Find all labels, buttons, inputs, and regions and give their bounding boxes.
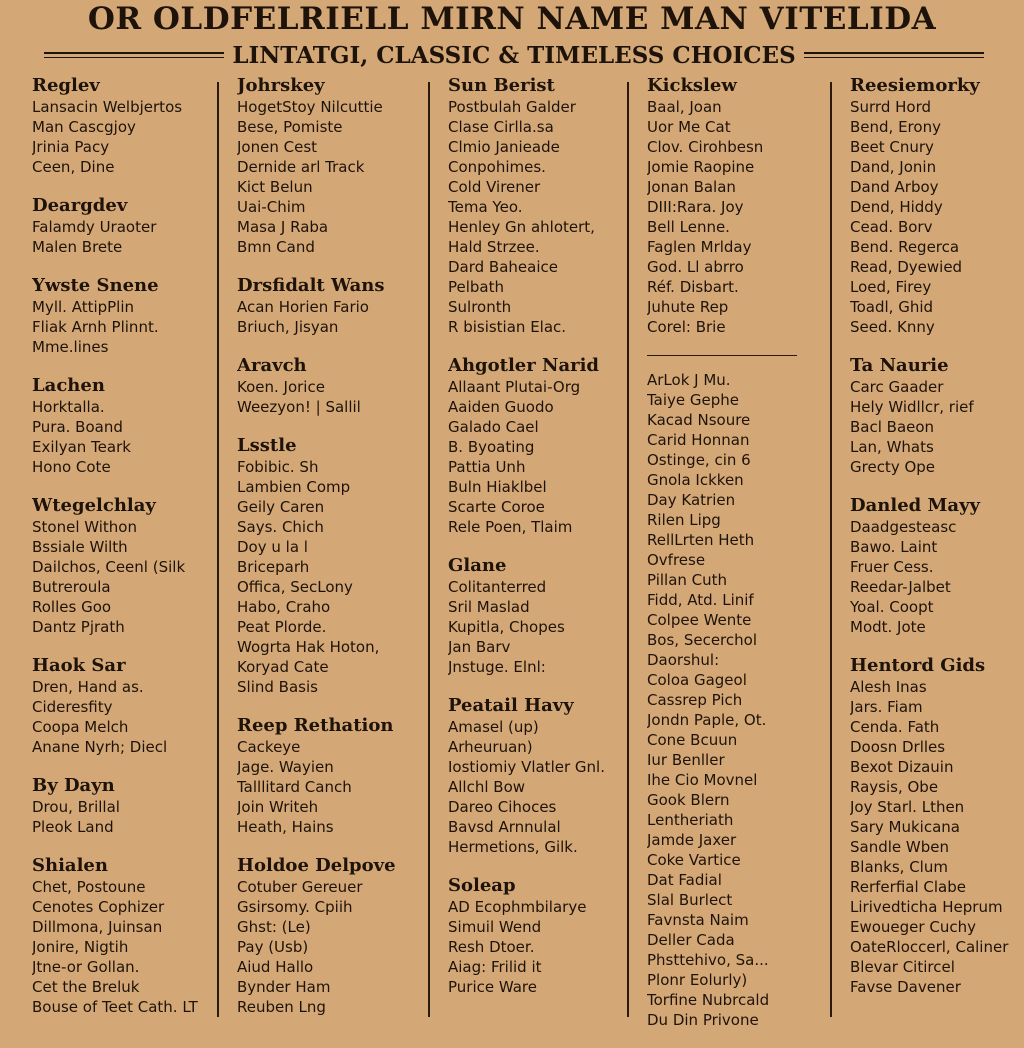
name-entry: Kict Belun bbox=[237, 178, 313, 196]
name-entry: Modt. Jote bbox=[850, 618, 926, 636]
name-section bbox=[32, 375, 214, 477]
section-title: Ahgotler Narid bbox=[448, 355, 600, 376]
name-entry: Pillan Cuth bbox=[647, 571, 728, 589]
name-section bbox=[237, 355, 425, 417]
name-entry: Dernide arl Track bbox=[237, 158, 365, 176]
name-entry: Iur Benller bbox=[647, 751, 725, 769]
column-1 bbox=[32, 75, 214, 1035]
section-title: Holdoe Delpove bbox=[237, 855, 396, 876]
name-entry: Reuben Lng bbox=[237, 998, 326, 1016]
name-entry: Fobibic. Sh bbox=[237, 458, 319, 476]
name-entry: Cold Virener bbox=[448, 178, 541, 196]
section-title: Lsstle bbox=[237, 435, 297, 456]
name-entry: Bese, Pomiste bbox=[237, 118, 343, 136]
name-entry: Gsirsomy. Cpiih bbox=[237, 898, 353, 916]
name-entry: Pleok Land bbox=[32, 818, 114, 836]
name-entry: Slind Basis bbox=[237, 678, 318, 696]
name-section bbox=[237, 435, 425, 697]
name-section bbox=[850, 495, 1022, 637]
name-entry: Fidd, Atd. Linif bbox=[647, 591, 754, 609]
section-title: Glane bbox=[448, 555, 507, 576]
section-separator bbox=[647, 355, 797, 356]
name-entry: Dand Arboy bbox=[850, 178, 939, 196]
name-entry: Clov. Cirohbesn bbox=[647, 138, 764, 156]
page-title: OR OLDFELRIELL MIRN NAME MAN VITELIDA bbox=[87, 1, 937, 37]
section-title: Reglev bbox=[32, 75, 100, 96]
name-entry: Colpee Wente bbox=[647, 611, 752, 629]
section-title: Lachen bbox=[32, 375, 105, 396]
name-entry: Bssiale Wilth bbox=[32, 538, 128, 556]
name-section bbox=[647, 75, 827, 337]
name-entry: Allchl Bow bbox=[448, 778, 526, 796]
name-entry: Cassrep Pich bbox=[647, 691, 743, 709]
name-entry: Briceparh bbox=[237, 558, 310, 576]
name-entry: Daadgesteasc bbox=[850, 518, 957, 536]
subtitle-rule-right bbox=[804, 52, 984, 58]
column-4 bbox=[647, 75, 827, 1048]
name-entry: Corel: Brie bbox=[647, 318, 726, 336]
name-section bbox=[32, 775, 214, 837]
name-entry: Aaiden Guodo bbox=[448, 398, 554, 416]
name-entry: Bacl Baeon bbox=[850, 418, 935, 436]
name-entry: Bexot Dizauin bbox=[850, 758, 954, 776]
name-entry: Allaant Plutai-Org bbox=[448, 378, 581, 396]
name-section bbox=[32, 855, 214, 1017]
name-entry: Jonan Balan bbox=[647, 178, 736, 196]
section-title: Peatail Havy bbox=[448, 695, 574, 716]
name-entry: Carc Gaader bbox=[850, 378, 944, 396]
name-entry: Loed, Firey bbox=[850, 278, 932, 296]
name-entry: Dailchos, Ceenl (Silk bbox=[32, 558, 186, 576]
name-entry: Galado Cael bbox=[448, 418, 539, 436]
name-entry: Yoal. Coopt bbox=[850, 598, 934, 616]
section-title: Reesiemorky bbox=[850, 75, 980, 96]
name-entry: Join Writeh bbox=[237, 798, 319, 816]
name-entry: Hald Strzee. bbox=[448, 238, 540, 256]
name-entry: Aiag: Frilid it bbox=[448, 958, 542, 976]
name-entry: Masa J Raba bbox=[237, 218, 329, 236]
name-entry: Mme.lines bbox=[32, 338, 109, 356]
name-section bbox=[237, 715, 425, 837]
name-entry: Bos, Secerchol bbox=[647, 631, 757, 649]
name-entry: Jage. Wayien bbox=[237, 758, 334, 776]
name-entry: Bend, Erony bbox=[850, 118, 941, 136]
name-entry: DIII:Rara. Joy bbox=[647, 198, 744, 216]
section-title: Danled Mayy bbox=[850, 495, 981, 516]
name-entry: Ovfrese bbox=[647, 551, 706, 569]
name-entry: Joy Starl. Lthen bbox=[850, 798, 965, 816]
name-entry: Bend. Regerca bbox=[850, 238, 960, 256]
name-entry: Cackeye bbox=[237, 738, 301, 756]
name-entry: Hono Cote bbox=[32, 458, 111, 476]
name-entry: Daorshul: bbox=[647, 651, 720, 669]
name-entry: Pelbath bbox=[448, 278, 505, 296]
name-section bbox=[448, 75, 624, 337]
column-divider bbox=[428, 82, 430, 1017]
name-entry: Chet, Postoune bbox=[32, 878, 146, 896]
name-entry: Clase Cirlla.sa bbox=[448, 118, 554, 136]
name-section bbox=[850, 655, 1022, 997]
name-entry: Sril Maslad bbox=[448, 598, 530, 616]
name-entry: Cenda. Fath bbox=[850, 718, 940, 736]
name-entry: Uor Me Cat bbox=[647, 118, 731, 136]
name-section bbox=[32, 275, 214, 357]
name-entry: Sulronth bbox=[448, 298, 512, 316]
name-entry: Says. Chich bbox=[237, 518, 324, 536]
name-entry: Hermetions, Gilk. bbox=[448, 838, 578, 856]
name-entry: Iostiomiy Vlatler Gnl. bbox=[448, 758, 605, 776]
section-title: Hentord Gids bbox=[850, 655, 986, 676]
section-title: Ta Naurie bbox=[850, 355, 949, 376]
name-entry: Dillmona, Juinsan bbox=[32, 918, 163, 936]
name-entry: Clmio Janieade bbox=[448, 138, 560, 156]
name-entry: Myll. AttipPlin bbox=[32, 298, 135, 316]
name-entry: Juhute Rep bbox=[647, 298, 729, 316]
section-title: Aravch bbox=[237, 355, 307, 376]
name-entry: Jnstuge. Elnl: bbox=[448, 658, 546, 676]
name-entry: Aiud Hallo bbox=[237, 958, 314, 976]
name-entry: HogetStoy Nilcuttie bbox=[237, 98, 383, 116]
name-entry: R bisistian Elac. bbox=[448, 318, 567, 336]
name-entry: Sary Mukicana bbox=[850, 818, 960, 836]
section-title: Wtegelchlay bbox=[32, 495, 156, 516]
section-title: Johrskey bbox=[237, 75, 325, 96]
column-3 bbox=[448, 75, 624, 1015]
name-entry: Jtne-or Gollan. bbox=[32, 958, 140, 976]
name-entry: Amasel (up) bbox=[448, 718, 539, 736]
name-entry: Slal Burlect bbox=[647, 891, 733, 909]
name-entry: Day Katrien bbox=[647, 491, 736, 509]
name-entry: Horktalla. bbox=[32, 398, 105, 416]
name-entry: Hely Widllcr, rief bbox=[850, 398, 974, 416]
name-entry: Bawo. Laint bbox=[850, 538, 938, 556]
subtitle-row bbox=[44, 40, 984, 70]
name-entry: Lansacin Welbjertos bbox=[32, 98, 183, 116]
name-entry: Réf. Disbart. bbox=[647, 278, 739, 296]
name-entry: Lambien Comp bbox=[237, 478, 351, 496]
name-entry: Rele Poen, Tlaim bbox=[448, 518, 573, 536]
name-entry: Dard Baheaice bbox=[448, 258, 558, 276]
name-entry: Cenotes Cophizer bbox=[32, 898, 165, 916]
name-section bbox=[32, 195, 214, 257]
name-entry: Pattia Unh bbox=[448, 458, 526, 476]
column-divider bbox=[217, 82, 219, 1017]
name-entry: Colitanterred bbox=[448, 578, 547, 596]
name-entry: Rerferfial Clabe bbox=[850, 878, 966, 896]
name-entry: Ihe Cio Movnel bbox=[647, 771, 758, 789]
name-entry: Buln Hiaklbel bbox=[448, 478, 547, 496]
name-entry: Favnsta Naim bbox=[647, 911, 749, 929]
name-entry: Jars. Fiam bbox=[850, 698, 923, 716]
name-entry: Jrinia Pacy bbox=[32, 138, 110, 156]
name-entry: Reedar-Jalbet bbox=[850, 578, 951, 596]
name-section bbox=[32, 655, 214, 757]
name-entry: Raysis, Obe bbox=[850, 778, 939, 796]
name-section bbox=[32, 75, 214, 177]
name-entry: Lirivedticha Heprum bbox=[850, 898, 1003, 916]
name-entry: Taiye Gephe bbox=[647, 391, 740, 409]
name-entry: Stonel Withon bbox=[32, 518, 137, 536]
name-section bbox=[850, 355, 1022, 477]
name-entry: Dantz Pjrath bbox=[32, 618, 125, 636]
name-entry: Jonire, Nigtih bbox=[32, 938, 129, 956]
name-entry: Ostinge, cin 6 bbox=[647, 451, 751, 469]
name-entry: Malen Brete bbox=[32, 238, 123, 256]
name-entry: Toadl, Ghid bbox=[850, 298, 934, 316]
name-section bbox=[448, 875, 624, 997]
name-entry: Faglen Mrlday bbox=[647, 238, 752, 256]
name-entry: Resh Dtoer. bbox=[448, 938, 535, 956]
name-entry: Plonr Eolurly) bbox=[647, 971, 748, 989]
name-section bbox=[448, 355, 624, 537]
section-title: Soleap bbox=[448, 875, 516, 896]
name-entry: Torfine Nubrcald bbox=[647, 991, 770, 1009]
name-entry: Fliak Arnh Plinnt. bbox=[32, 318, 159, 336]
name-entry: Dand, Jonin bbox=[850, 158, 937, 176]
name-section bbox=[32, 495, 214, 637]
section-title: Deargdev bbox=[32, 195, 128, 216]
name-entry: God. Ll abrro bbox=[647, 258, 744, 276]
name-entry: Cotuber Gereuer bbox=[237, 878, 363, 896]
name-entry: Geily Caren bbox=[237, 498, 325, 516]
name-entry: Ewoueger Cuchy bbox=[850, 918, 976, 936]
column-5 bbox=[850, 75, 1022, 1015]
name-entry: Cead. Borv bbox=[850, 218, 933, 236]
name-entry: Coloa Gageol bbox=[647, 671, 747, 689]
name-entry: Dat Fadial bbox=[647, 871, 722, 889]
name-entry: Jonen Cest bbox=[237, 138, 318, 156]
name-entry: B. Byoating bbox=[448, 438, 535, 456]
name-entry: Wogrta Hak Hoton, bbox=[237, 638, 380, 656]
name-entry: Jondn Paple, Ot. bbox=[647, 711, 767, 729]
name-entry: Ghst: (Le) bbox=[237, 918, 311, 936]
name-entry: Gook Blern bbox=[647, 791, 730, 809]
name-entry: RellLrten Heth bbox=[647, 531, 755, 549]
name-entry: Dareo Cihoces bbox=[448, 798, 557, 816]
name-entry: Arheuruan) bbox=[448, 738, 533, 756]
name-entry: Kupitla, Chopes bbox=[448, 618, 565, 636]
name-section bbox=[237, 275, 425, 337]
name-entry: Henley Gn ahlotert, bbox=[448, 218, 595, 236]
name-entry: Cet the Breluk bbox=[32, 978, 140, 996]
name-entry: Drou, Brillal bbox=[32, 798, 120, 816]
name-entry: Jan Barv bbox=[448, 638, 511, 656]
name-section bbox=[448, 695, 624, 857]
name-entry: Pura. Boand bbox=[32, 418, 123, 436]
name-entry: OateRloccerl, Caliner bbox=[850, 938, 1009, 956]
section-title: Reep Rethation bbox=[237, 715, 394, 736]
name-entry: Grecty Ope bbox=[850, 458, 936, 476]
name-entry: Cideresfity bbox=[32, 698, 113, 716]
column-divider bbox=[627, 82, 629, 1017]
name-entry: Rilen Lipg bbox=[647, 511, 721, 529]
name-entry: Read, Dyewied bbox=[850, 258, 963, 276]
name-entry: Pay (Usb) bbox=[237, 938, 309, 956]
name-entry: Bouse of Teet Cath. LT bbox=[32, 998, 198, 1016]
name-entry: Talllitard Canch bbox=[237, 778, 352, 796]
name-entry: Coke Vartice bbox=[647, 851, 741, 869]
section-title: Sun Berist bbox=[448, 75, 555, 96]
name-entry: Doosn Drlles bbox=[850, 738, 946, 756]
name-entry: Postbulah Galder bbox=[448, 98, 576, 116]
section-title: By Dayn bbox=[32, 775, 115, 796]
name-entry: Deller Cada bbox=[647, 931, 735, 949]
name-entry: Du Din Privone bbox=[647, 1011, 759, 1029]
name-entry: Heath, Hains bbox=[237, 818, 334, 836]
name-entry: Phsttehivo, Sa... bbox=[647, 951, 769, 969]
name-entry: Gnola Ickken bbox=[647, 471, 744, 489]
name-section bbox=[647, 355, 827, 1030]
name-entry: Kacad Nsoure bbox=[647, 411, 751, 429]
name-entry: Cone Bcuun bbox=[647, 731, 738, 749]
section-title: Kickslew bbox=[647, 75, 737, 96]
name-entry: Favse Davener bbox=[850, 978, 961, 996]
name-entry: Seed. Knny bbox=[850, 318, 935, 336]
name-entry: Acan Horien Fario bbox=[237, 298, 369, 316]
name-entry: Uai-Chim bbox=[237, 198, 306, 216]
name-entry: Blanks, Clum bbox=[850, 858, 948, 876]
name-entry: Coopa Melch bbox=[32, 718, 129, 736]
name-entry: Conpohimes. bbox=[448, 158, 546, 176]
section-title: Haok Sar bbox=[32, 655, 126, 676]
name-section bbox=[237, 855, 425, 1017]
name-entry: Fruer Cess. bbox=[850, 558, 934, 576]
name-entry: Offica, SecLony bbox=[237, 578, 353, 596]
name-entry: Simuil Wend bbox=[448, 918, 542, 936]
name-entry: Falamdy Uraoter bbox=[32, 218, 157, 236]
name-entry: Scarte Coroe bbox=[448, 498, 545, 516]
name-entry: Carid Honnan bbox=[647, 431, 750, 449]
name-entry: Jamde Jaxer bbox=[647, 831, 737, 849]
name-entry: Bynder Ham bbox=[237, 978, 331, 996]
name-entry: Surrd Hord bbox=[850, 98, 932, 116]
name-entry: Jomie Raopine bbox=[647, 158, 755, 176]
name-entry: Butreroula bbox=[32, 578, 111, 596]
name-entry: Purice Ware bbox=[448, 978, 537, 996]
name-entry: Man Cascgjoy bbox=[32, 118, 136, 136]
name-entry: Koen. Jorice bbox=[237, 378, 325, 396]
section-title: Shialen bbox=[32, 855, 108, 876]
section-title: Ywste Snene bbox=[32, 275, 159, 296]
name-entry: Lan, Whats bbox=[850, 438, 934, 456]
name-entry: Baal, Joan bbox=[647, 98, 722, 116]
name-entry: Bell Lenne. bbox=[647, 218, 730, 236]
subtitle-rule-left bbox=[44, 52, 224, 58]
name-section bbox=[448, 555, 624, 677]
name-entry: Bmn Cand bbox=[237, 238, 315, 256]
name-entry: Doy u la l bbox=[237, 538, 308, 556]
name-entry: Habo, Craho bbox=[237, 598, 331, 616]
name-entry: Tema Yeo. bbox=[448, 198, 523, 216]
name-section bbox=[850, 75, 1022, 337]
name-entry: Beet Cnury bbox=[850, 138, 934, 156]
name-entry: ArLok J Mu. bbox=[647, 371, 731, 389]
column-divider bbox=[830, 82, 832, 1017]
page-subtitle: LINTATGI, CLASSIC & TIMELESS CHOICES bbox=[232, 41, 796, 69]
name-entry: Blevar Citircel bbox=[850, 958, 955, 976]
name-entry: Koryad Cate bbox=[237, 658, 329, 676]
section-title: Drsfidalt Wans bbox=[237, 275, 385, 296]
name-entry: Weezyon! | Sallil bbox=[237, 398, 361, 416]
name-section bbox=[237, 75, 425, 257]
name-entry: Briuch, Jisyan bbox=[237, 318, 339, 336]
name-entry: AD Ecophmbilarye bbox=[448, 898, 587, 916]
name-entry: Peat Plorde. bbox=[237, 618, 327, 636]
name-entry: Exilyan Teark bbox=[32, 438, 131, 456]
name-entry: Ceen, Dine bbox=[32, 158, 115, 176]
name-entry: Lentheriath bbox=[647, 811, 734, 829]
name-entry: Alesh Inas bbox=[850, 678, 927, 696]
name-entry: Bavsd Arnnulal bbox=[448, 818, 561, 836]
name-entry: Dren, Hand as. bbox=[32, 678, 144, 696]
name-entry: Sandle Wben bbox=[850, 838, 949, 856]
name-entry: Dend, Hiddy bbox=[850, 198, 943, 216]
name-entry: Rolles Goo bbox=[32, 598, 112, 616]
name-entry: Anane Nyrh; Diecl bbox=[32, 738, 168, 756]
column-2 bbox=[237, 75, 425, 1035]
